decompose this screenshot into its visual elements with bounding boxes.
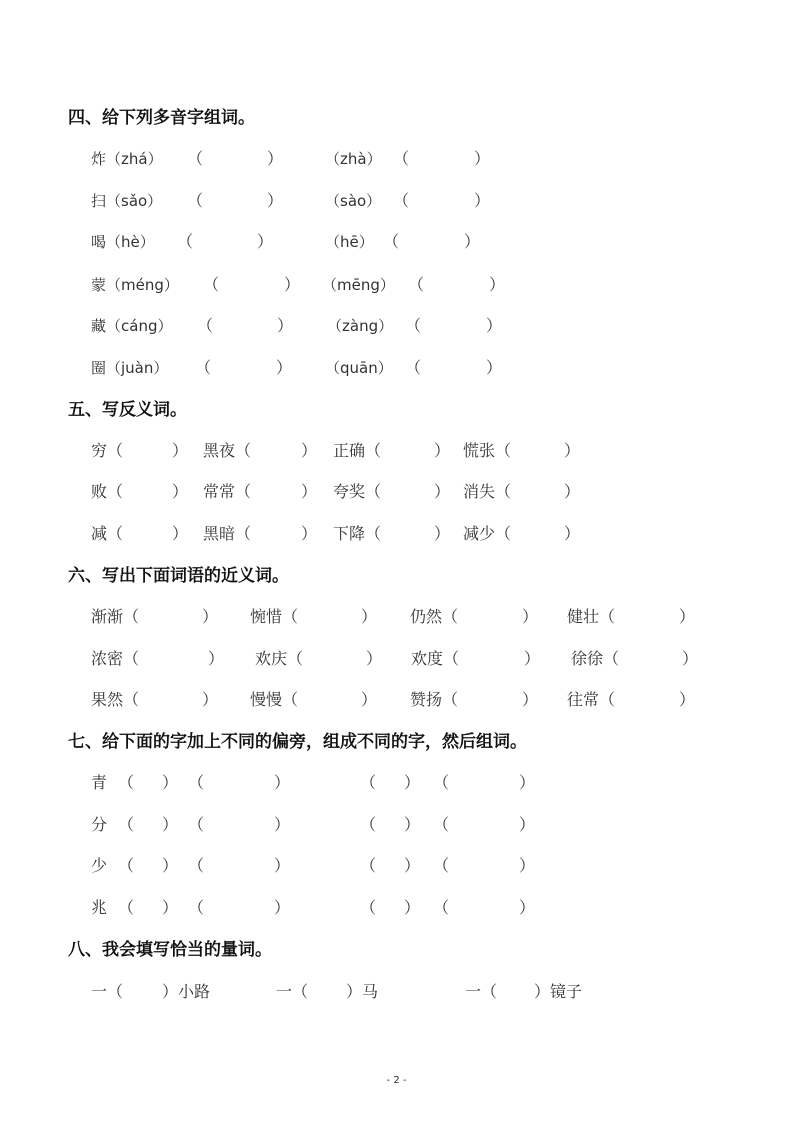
answer-blank-bracket: ） — [162, 898, 179, 917]
answer-blank-bracket: ） — [274, 773, 291, 792]
answer-blank-bracket: ） — [274, 815, 291, 834]
answer-blank-bracket: （ — [405, 358, 422, 377]
answer-blank-bracket: ） — [519, 856, 536, 875]
answer-blank-bracket: （ — [118, 773, 135, 792]
answer-blank-bracket: （ — [197, 316, 214, 335]
answer-blank-bracket: ） — [522, 607, 539, 626]
page-number: - 2 - — [386, 1075, 407, 1086]
answer-blank-bracket: ） — [404, 856, 421, 875]
answer-blank-bracket: ） — [162, 856, 179, 875]
answer-blank-bracket: （ — [408, 275, 425, 294]
answer-blank-bracket: ） — [474, 149, 491, 168]
question-item: （quān） — [325, 359, 393, 377]
question-item: 健壮（ — [567, 607, 616, 626]
answer-blank-bracket: （ — [360, 773, 377, 792]
answer-blank-bracket: ） — [208, 649, 225, 668]
answer-blank-bracket: ） — [267, 149, 284, 168]
answer-blank-bracket: （ — [360, 856, 377, 875]
question-item: 一（ — [276, 982, 309, 1001]
answer-blank-bracket: ） — [564, 482, 581, 501]
question-item: （hē） — [325, 233, 374, 251]
question-item: 欢度（ — [411, 649, 460, 668]
question-item: 黑暗（ — [203, 524, 252, 543]
answer-blank-bracket: （ — [177, 232, 194, 251]
answer-blank-bracket: ） — [301, 441, 318, 460]
answer-blank-bracket: ） — [404, 898, 421, 917]
answer-blank-bracket: ） — [276, 358, 293, 377]
question-item: 往常（ — [567, 690, 616, 709]
answer-blank-bracket: （ — [187, 149, 204, 168]
answer-blank-bracket: （ — [187, 191, 204, 210]
answer-blank-bracket: （ — [433, 856, 450, 875]
question-item: 减（ — [91, 524, 124, 543]
question-item: 果然（ — [91, 690, 140, 709]
answer-blank-bracket: （ — [433, 773, 450, 792]
answer-blank-bracket: ） — [274, 856, 291, 875]
answer-blank-bracket: ） — [486, 316, 503, 335]
answer-blank-bracket: ） — [277, 316, 294, 335]
question-item: 正确（ — [333, 441, 382, 460]
answer-blank-bracket: ） — [519, 815, 536, 834]
section-heading: 六、写出下面词语的近义词。 — [68, 566, 289, 586]
question-item: 夸奖（ — [333, 482, 382, 501]
question-item: 蒙（méng） — [91, 276, 179, 294]
answer-blank-bracket: ） — [267, 191, 284, 210]
answer-blank-bracket: ） — [434, 441, 451, 460]
question-item: 藏（cáng） — [91, 317, 173, 335]
answer-blank-bracket: （ — [405, 316, 422, 335]
answer-blank-bracket: ） — [486, 358, 503, 377]
question-item: 慌张（ — [463, 441, 512, 460]
answer-blank-bracket: ） — [682, 649, 699, 668]
answer-blank-bracket: （ — [433, 898, 450, 917]
answer-blank-bracket: （ — [188, 815, 205, 834]
answer-blank-bracket: ） — [564, 441, 581, 460]
question-item: 一（ — [91, 982, 124, 1001]
question-item: ）镜子 — [534, 982, 583, 1001]
answer-blank-bracket: ） — [284, 275, 301, 294]
section-heading: 八、我会填写恰当的量词。 — [68, 940, 272, 960]
answer-blank-bracket: （ — [393, 149, 410, 168]
question-item: 渐渐（ — [91, 607, 140, 626]
answer-blank-bracket: （ — [360, 898, 377, 917]
answer-blank-bracket: （ — [188, 856, 205, 875]
question-item: 仍然（ — [410, 607, 459, 626]
question-item: 圈（juàn） — [91, 359, 169, 377]
question-item: 下降（ — [333, 524, 382, 543]
answer-blank-bracket: （ — [118, 815, 135, 834]
answer-blank-bracket: ） — [361, 690, 378, 709]
answer-blank-bracket: ） — [464, 232, 481, 251]
question-item: 青 — [91, 773, 108, 792]
answer-blank-bracket: ） — [519, 773, 536, 792]
question-item: ）马 — [346, 982, 379, 1001]
question-item: 减少（ — [463, 524, 512, 543]
answer-blank-bracket: ） — [404, 773, 421, 792]
question-item: （mēng） — [322, 276, 395, 294]
answer-blank-bracket: ） — [162, 773, 179, 792]
question-item: （zàng） — [327, 317, 394, 335]
answer-blank-bracket: ） — [564, 524, 581, 543]
section-heading: 五、写反义词。 — [68, 400, 187, 420]
answer-blank-bracket: （ — [203, 275, 220, 294]
answer-blank-bracket: ） — [202, 690, 219, 709]
answer-blank-bracket: ） — [519, 898, 536, 917]
answer-blank-bracket: ） — [522, 690, 539, 709]
answer-blank-bracket: ） — [172, 524, 189, 543]
answer-blank-bracket: （ — [383, 232, 400, 251]
question-item: 兆 — [91, 898, 108, 917]
question-item: 喝（hè） — [91, 233, 155, 251]
answer-blank-bracket: ） — [489, 275, 506, 294]
question-item: 徐徐（ — [571, 649, 620, 668]
answer-blank-bracket: ） — [257, 232, 274, 251]
answer-blank-bracket: ） — [434, 524, 451, 543]
answer-blank-bracket: ） — [274, 898, 291, 917]
question-item: 败（ — [91, 482, 124, 501]
answer-blank-bracket: ） — [404, 815, 421, 834]
answer-blank-bracket: （ — [188, 773, 205, 792]
question-item: 消失（ — [463, 482, 512, 501]
question-item: 穷（ — [91, 441, 124, 460]
question-item: 欢庆（ — [255, 649, 304, 668]
answer-blank-bracket: ） — [301, 482, 318, 501]
answer-blank-bracket: （ — [188, 898, 205, 917]
answer-blank-bracket: ） — [474, 191, 491, 210]
answer-blank-bracket: ） — [202, 607, 219, 626]
answer-blank-bracket: ） — [366, 649, 383, 668]
answer-blank-bracket: ） — [434, 482, 451, 501]
answer-blank-bracket: ） — [361, 607, 378, 626]
question-item: 惋惜（ — [250, 607, 299, 626]
question-item: 扫（sǎo） — [91, 192, 163, 210]
section-heading: 四、给下列多音字组词。 — [68, 108, 255, 128]
answer-blank-bracket: （ — [118, 856, 135, 875]
section-heading: 七、给下面的字加上不同的偏旁，组成不同的字，然后组词。 — [68, 732, 527, 752]
answer-blank-bracket: ） — [679, 690, 696, 709]
answer-blank-bracket: ） — [679, 607, 696, 626]
question-item: 黑夜（ — [203, 441, 252, 460]
answer-blank-bracket: （ — [195, 358, 212, 377]
answer-blank-bracket: ） — [172, 482, 189, 501]
question-item: 少 — [91, 856, 108, 875]
question-item: 赞扬（ — [410, 690, 459, 709]
question-item: （sào） — [325, 192, 382, 210]
answer-blank-bracket: ） — [162, 815, 179, 834]
answer-blank-bracket: （ — [393, 191, 410, 210]
answer-blank-bracket: ） — [301, 524, 318, 543]
answer-blank-bracket: （ — [360, 815, 377, 834]
answer-blank-bracket: ） — [172, 441, 189, 460]
answer-blank-bracket: ） — [524, 649, 541, 668]
question-item: 炸（zhá） — [91, 150, 163, 168]
answer-blank-bracket: （ — [433, 815, 450, 834]
answer-blank-bracket: （ — [118, 898, 135, 917]
question-item: 分 — [91, 815, 108, 834]
question-item: 常常（ — [203, 482, 252, 501]
question-item: 一（ — [465, 982, 498, 1001]
question-item: （zhà） — [325, 150, 382, 168]
question-item: 慢慢（ — [250, 690, 299, 709]
question-item: 浓密（ — [91, 649, 140, 668]
question-item: ）小路 — [162, 982, 211, 1001]
